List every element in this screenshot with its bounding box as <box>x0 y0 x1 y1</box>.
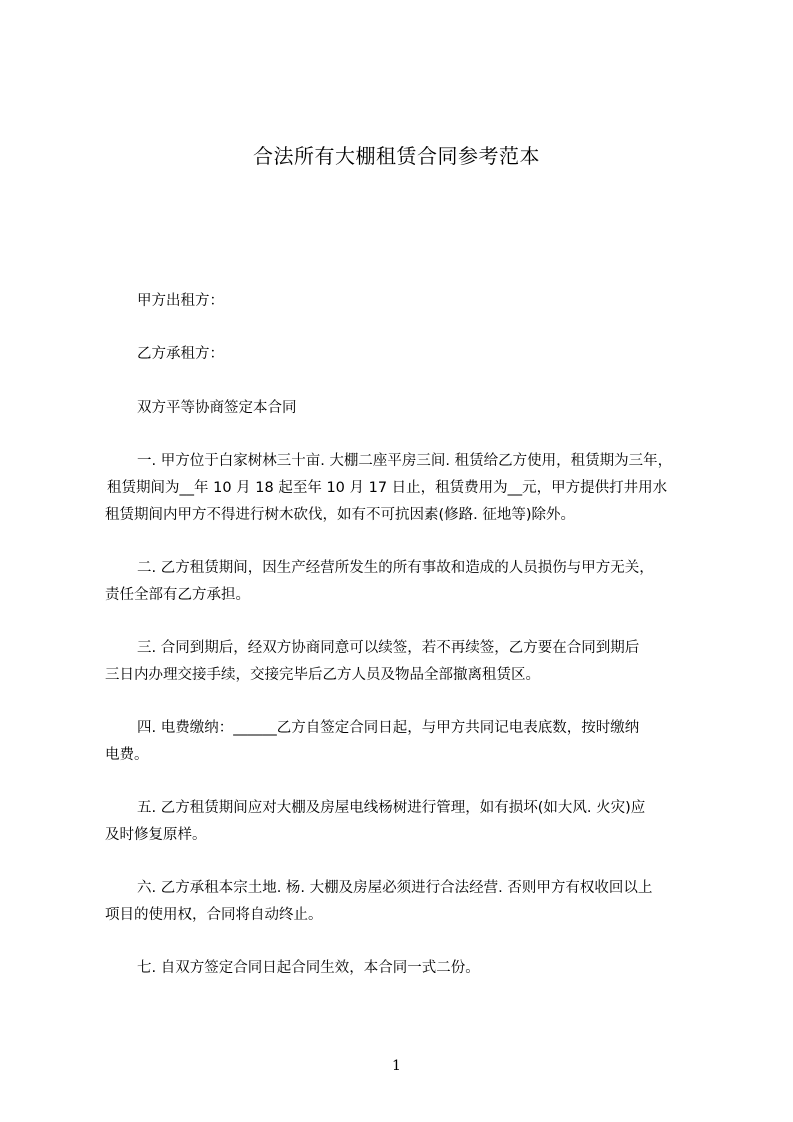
clause-5-line-1: 五. 乙方租赁期间应对大棚及房屋电线杨树进行管理，如有损坏(如大风. 火灾)应 <box>137 800 646 816</box>
clause-1-line-2: 租赁期间为__年 10 月 18 起至年 10 月 17 日止，租赁费用为__元，甲方提供打井用水 <box>107 480 668 496</box>
clause-4-line-1: 四. 电费缴纳：______乙方自签定合同日起，与甲方共同记电表底数，按时缴纳 <box>137 720 640 736</box>
clause-7-line-1: 七. 自双方签定合同日起合同生效，本合同一式二份。 <box>137 960 480 976</box>
clause-3-line-1: 三. 合同到期后，经双方协商同意可以续签，若不再续签，乙方要在合同到期后 <box>137 640 640 656</box>
clause-3-line-2: 三日内办理交接手续，交接完毕后乙方人员及物品全部撤离租赁区。 <box>105 667 540 683</box>
clause-1-line-1: 一. 甲方位于白家树林三十亩. 大棚二座平房三间. 租赁给乙方使用，租赁期为三年， <box>137 453 673 469</box>
clause-6-line-2: 项目的使用权，合同将自动终止。 <box>105 907 323 923</box>
clause-2-line-1: 二. 乙方租赁期间，因生产经营所发生的所有事故和造成的人员损伤与甲方无关， <box>137 560 654 576</box>
clause-4-line-2: 电费。 <box>105 747 149 763</box>
clause-5-line-2: 及时修复原样。 <box>105 827 207 843</box>
lessor-label: 甲方出租方： <box>137 293 224 309</box>
clause-6-line-1: 六. 乙方承租本宗土地. 杨. 大棚及房屋必须进行合法经营. 否则甲方有权收回以上 <box>137 880 653 896</box>
clause-1-line-3: 租赁期间内甲方不得进行树木砍伐，如有不可抗因素(修路. 征地等)除外。 <box>105 507 576 523</box>
agreement-intro: 双方平等协商签定本合同 <box>137 400 297 416</box>
page-title: 合法所有大棚租赁合同参考范本 <box>253 144 540 168</box>
page-number: 1 <box>392 1058 401 1074</box>
clause-2-line-2: 责任全部有乙方承担。 <box>105 587 250 603</box>
lessee-label: 乙方承租方： <box>137 346 224 362</box>
